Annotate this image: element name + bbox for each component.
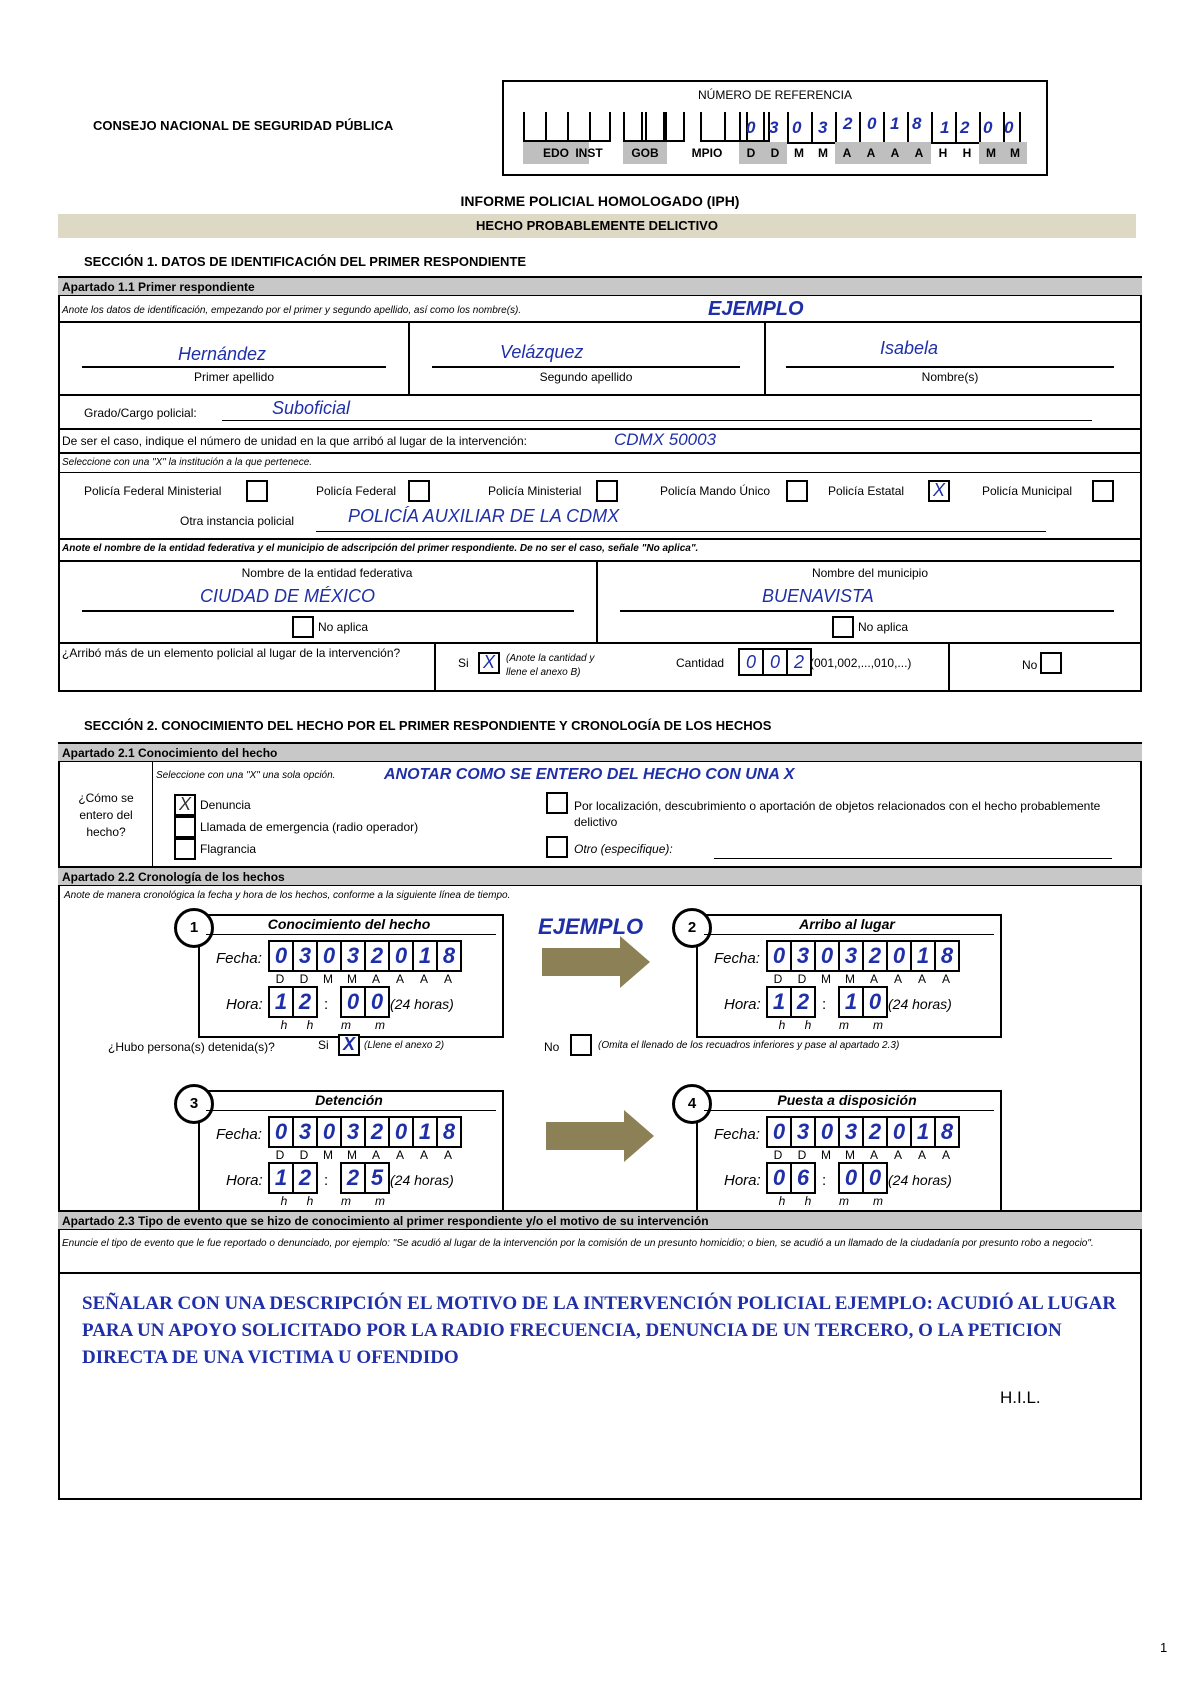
anote-cantidad: (Anote la cantidad y llene el anexo B): [506, 653, 595, 678]
minuto-digits-1[interactable]: [340, 986, 390, 1018]
arribo-question: ¿Arribó más de un elemento policial al lugar de la intervención?: [62, 646, 401, 660]
fecha-digit: 3: [792, 942, 816, 970]
apellido1-label: Primer apellido: [193, 370, 275, 384]
omita-label: (Omita el llenado de los recuadros inferiores y pase al apartado 2.3): [598, 1040, 900, 1051]
fecha-label-3: Fecha:: [216, 1126, 262, 1143]
hora-digit: 2: [298, 989, 312, 1014]
event-number-1: 1: [174, 908, 214, 948]
fecha-digit: 2: [864, 942, 888, 970]
section1-title: SECCIÓN 1. DATOS DE IDENTIFICACIÓN DEL PRIMER RESPONDIENTE: [84, 254, 527, 269]
apartado-2-1: Apartado 2.1 Conocimiento del hecho: [58, 742, 1142, 762]
fecha-digits-2[interactable]: [766, 940, 960, 972]
reference-digits: 0 3 0 3 2 0 1 8 1 2 0 0: [746, 114, 1014, 137]
fecha-digits-4[interactable]: [766, 1116, 960, 1148]
otra-label: Otra instancia policial: [180, 514, 295, 528]
fecha-digit: 0: [318, 1118, 342, 1146]
fecha-digit: 0: [816, 1118, 840, 1146]
event-title-2: Arribo al lugar: [799, 916, 895, 932]
instr-entidad: Anote el nombre de la entidad federativa y el municipio de adscripción del primer respondiente. De no ser el caso, señale "No aplica".: [62, 543, 699, 554]
fecha-digit: 3: [294, 942, 318, 970]
inst-label-2: Policía Ministerial: [488, 484, 582, 498]
otro-checkbox[interactable]: [546, 836, 568, 858]
hora-colon: :: [324, 1172, 329, 1189]
timeline-arrow-2: [546, 1110, 656, 1162]
entidad-value: CIUDAD DE MÉXICO: [200, 586, 376, 606]
apartado-1-1: Apartado 1.1 Primer respondiente: [58, 276, 1142, 296]
fecha-digit: 0: [888, 1118, 912, 1146]
minuto-digit: 0: [342, 988, 366, 1016]
fecha-digit: 0: [768, 942, 792, 970]
event-title-4: Puesta a disposición: [777, 1092, 917, 1108]
instr-evento: Enuncie el tipo de evento que le fue reportado o denunciado, por ejemplo: "Se acudió al lugar de la intervención por la comisión de un presunto homicidio; o bien, se acudió a un llamado de la ciudadanía por presunto robo a negocio".: [62, 1238, 1094, 1249]
descripcion-text[interactable]: SEÑALAR CON UNA DESCRIPCIÓN EL MOTIVO DE LA INTERVENCIÓN POLICIAL EJEMPLO: ACUDIÓ AL LUGAR PARA UN APOYO SOLICITADO POR LA RADIO FRECUENCIA, DENUNCIA DE UN TERCERO, O LA PETICION DIRECTA DE UNA VICTIMA U OFENDIDO: [82, 1293, 1117, 1368]
inst-checkbox-1[interactable]: [408, 480, 430, 502]
event-title-3: Detención: [315, 1092, 383, 1108]
ejemplo-label: EJEMPLO: [708, 298, 804, 320]
page-number: 1: [1160, 1640, 1168, 1655]
nombre-value: Isabela: [880, 338, 939, 358]
event-number-2: 2: [672, 908, 712, 948]
fecha-digit: 3: [792, 1118, 816, 1146]
localizacion-checkbox[interactable]: [546, 792, 568, 814]
option-flagrancia: Flagrancia: [200, 842, 257, 856]
fecha-digit: 0: [270, 1118, 294, 1146]
hora-digits-4[interactable]: [766, 1162, 816, 1194]
fecha-digit: 2: [366, 1118, 390, 1146]
fecha-digit: 2: [366, 942, 390, 970]
cantidad-format: (001,002,...,010,...): [810, 656, 912, 670]
hora-digit: 1: [270, 1164, 294, 1192]
fecha-digit: 0: [816, 942, 840, 970]
apellido2-label: Segundo apellido: [539, 370, 633, 384]
grado-value: Suboficial: [272, 398, 351, 418]
inst-checkbox-2[interactable]: [596, 480, 618, 502]
unidad-label: De ser el caso, indique el número de unidad en la que arribó al lugar de la intervención:: [62, 434, 527, 448]
minuto-digit: 0: [868, 989, 882, 1014]
entidad-no-aplica-checkbox[interactable]: [292, 616, 314, 638]
fecha-format-1: D D M M A A A A: [275, 972, 452, 986]
inst-label-1: Policía Federal: [316, 484, 397, 498]
inst-label-0: Policía Federal Ministerial: [84, 484, 222, 498]
inst-label-4: Policía Estatal: [828, 484, 905, 498]
cantidad-label: Cantidad: [676, 656, 725, 670]
inst-checkbox-0[interactable]: [246, 480, 268, 502]
minuto-digits-2[interactable]: [838, 986, 888, 1018]
fecha-digit: 8: [940, 1119, 954, 1144]
arribo-no-label: No: [1022, 658, 1038, 672]
detenida-question: ¿Hubo persona(s) detenida(s)?: [108, 1040, 275, 1054]
fecha-digit: 3: [342, 1118, 366, 1146]
inst-checkbox-5[interactable]: [1092, 480, 1114, 502]
form-subtitle: HECHO PROBABLEMENTE DELICTIVO: [58, 214, 1136, 238]
apartado-2-3: Apartado 2.3 Tipo de evento que se hizo de conocimiento al primer respondiente y/o el motivo de su intervención: [58, 1210, 1142, 1230]
inst-checkbox-4-mark: X: [932, 480, 945, 500]
apartado-2-2: Apartado 2.2 Cronología de los hechos: [58, 866, 1142, 886]
hora-digit: 1: [768, 988, 792, 1016]
hora-colon: :: [822, 996, 827, 1013]
llene-anexo: (Llene el anexo 2): [364, 1040, 445, 1051]
hora-label-3: Hora:: [226, 1172, 263, 1189]
hora-digit: 2: [796, 989, 810, 1014]
cantidad-digits[interactable]: 0 0 2: [738, 648, 812, 676]
section2-title: SECCIÓN 2. CONOCIMIENTO DEL HECHO POR EL PRIMER RESPONDIENTE Y CRONOLOGÍA DE LOS HECHOS: [84, 718, 772, 733]
detenida-si-label: Si: [318, 1038, 329, 1052]
fecha-digit: 8: [940, 943, 954, 968]
fecha-digit: 2: [864, 1118, 888, 1146]
municipio-no-aplica-checkbox[interactable]: [832, 616, 854, 638]
arribo-si-checkbox[interactable]: [478, 652, 500, 674]
municipio-no-aplica-label: No aplica: [858, 620, 909, 634]
hora-digit: 0: [768, 1164, 792, 1192]
hora-format-2: h h m m: [778, 1018, 883, 1032]
fecha-digit: 8: [442, 1119, 456, 1144]
denuncia-checkbox[interactable]: [174, 794, 196, 816]
option-denuncia: Denuncia: [200, 798, 251, 812]
detenida-no-label: No: [544, 1040, 560, 1054]
hora-label-2: Hora:: [724, 996, 761, 1013]
nombre-label: Nombre(s): [921, 370, 979, 384]
fecha-format-2: D D M M A A A A: [773, 972, 950, 986]
crono-ejemplo: EJEMPLO: [538, 914, 644, 939]
option-localizacion: Por localización, descubrimiento o aportación de objetos relacionados con el hecho probablemente delictivo: [574, 799, 1101, 829]
fecha-digit: 3: [840, 1118, 864, 1146]
municipio-value: BUENAVISTA: [762, 586, 874, 606]
hora-format-3: h h m m: [280, 1194, 385, 1208]
initials: H.I.L.: [1000, 1388, 1041, 1407]
flagrancia-checkbox[interactable]: [174, 838, 196, 860]
apellido2-value: Velázquez: [500, 342, 584, 362]
minuto-digit: 2: [342, 1164, 366, 1192]
option-otro: Otro (especifique):: [574, 842, 673, 856]
fecha-format-4: D D M M A A A A: [773, 1148, 950, 1162]
fecha-digits-3[interactable]: [268, 1116, 462, 1148]
denuncia-mark: X: [178, 794, 191, 814]
fecha-digit: 1: [414, 942, 438, 970]
fecha-format-3: D D M M A A A A: [275, 1148, 452, 1162]
event-number-4: 4: [672, 1084, 712, 1124]
municipio-label: Nombre del municipio: [811, 566, 929, 580]
org-name: CONSEJO NACIONAL DE SEGURIDAD PÚBLICA: [93, 118, 394, 133]
hora-colon: :: [822, 1172, 827, 1189]
timeline-arrow-1: [542, 936, 652, 988]
fecha-digit: 3: [840, 942, 864, 970]
arribo-no-checkbox[interactable]: [1040, 652, 1062, 674]
fecha-label-1: Fecha:: [216, 950, 262, 967]
reference-title: NÚMERO DE REFERENCIA: [697, 88, 852, 102]
hora-digit: 6: [796, 1165, 810, 1190]
instr-names: Anote los datos de identificación, empezando por el primer y segundo apellido, así como los nombre(s).: [62, 305, 522, 316]
unidad-value: CDMX 50003: [614, 430, 717, 449]
minuto-digits-4[interactable]: [838, 1162, 888, 1194]
instr-institucion: Seleccione con una "X" la institución a la que pertenece.: [62, 457, 313, 468]
fecha-label-4: Fecha:: [714, 1126, 760, 1143]
fecha-digit: 8: [442, 943, 456, 968]
fecha-digit: 0: [390, 942, 414, 970]
fecha-digit: 0: [318, 942, 342, 970]
fecha-digit: 1: [912, 942, 936, 970]
form-title: INFORME POLICIAL HOMOLOGADO (IPH): [460, 193, 740, 209]
minuto-digit: 0: [868, 1165, 882, 1190]
hora-digits-3[interactable]: [268, 1162, 318, 1194]
hora-digits-2[interactable]: [766, 986, 816, 1018]
inst-checkbox-4[interactable]: [928, 480, 950, 502]
fecha-digit: 0: [270, 942, 294, 970]
otra-value: POLICÍA AUXILIAR DE LA CDMX: [348, 506, 620, 526]
inst-label-5: Policía Municipal: [982, 484, 1073, 498]
anotar-label: ANOTAR COMO SE ENTERO DEL HECHO CON UNA X: [384, 766, 795, 783]
fecha-digit: 0: [888, 942, 912, 970]
horas24-label: (24 horas): [888, 1172, 952, 1188]
horas24-label: (24 horas): [390, 996, 454, 1012]
fecha-digit: 0: [390, 1118, 414, 1146]
horas24-label: (24 horas): [390, 1172, 454, 1188]
hora-digit: 1: [270, 988, 294, 1016]
hora-format-1: h h m m: [280, 1018, 385, 1032]
arribo-si-label: Si: [458, 656, 469, 670]
inst-label-3: Policía Mando Único: [660, 484, 771, 498]
hora-digits-1[interactable]: [268, 986, 318, 1018]
event-title-1: Conocimiento del hecho: [267, 916, 431, 932]
entidad-label: Nombre de la entidad federativa: [241, 566, 413, 580]
event-number-3: 3: [174, 1084, 214, 1124]
inst-checkbox-3[interactable]: [786, 480, 808, 502]
fecha-digit: 1: [414, 1118, 438, 1146]
fecha-digit: 3: [294, 1118, 318, 1146]
minuto-digit: 0: [840, 1164, 864, 1192]
hora-label-4: Hora:: [724, 1172, 761, 1189]
llamada-checkbox[interactable]: [174, 816, 196, 838]
instr-crono: Anote de manera cronológica la fecha y hora de los hechos, conforme a la siguiente línea de tiempo.: [64, 890, 511, 901]
hora-format-4: h h m m: [778, 1194, 883, 1208]
fecha-digit: 0: [768, 1118, 792, 1146]
fecha-digit: 1: [912, 1118, 936, 1146]
minuto-digit: 0: [370, 989, 384, 1014]
instr-opcion: Seleccione con una "X" una sola opción.: [156, 770, 336, 781]
reference-labels: EDO INST GOB MPIO: [523, 142, 1023, 164]
minuto-digit: 1: [840, 988, 864, 1016]
entidad-no-aplica-label: No aplica: [318, 620, 369, 634]
option-llamada: Llamada de emergencia (radio operador): [200, 820, 419, 834]
hora-digit: 2: [298, 1165, 312, 1190]
detenida-si-mark: X: [342, 1034, 355, 1054]
detenida-no-checkbox[interactable]: [570, 1034, 592, 1056]
minuto-digits-3[interactable]: [340, 1162, 390, 1194]
horas24-label: (24 horas): [888, 996, 952, 1012]
fecha-digits-1[interactable]: [268, 940, 462, 972]
arribo-si-mark: X: [482, 652, 495, 672]
grado-label: Grado/Cargo policial:: [84, 406, 197, 420]
como-question: ¿Cómo se entero del hecho?: [78, 791, 134, 839]
minuto-digit: 5: [370, 1165, 384, 1190]
fecha-label-2: Fecha:: [714, 950, 760, 967]
fecha-digit: 3: [342, 942, 366, 970]
hora-label-1: Hora:: [226, 996, 263, 1013]
apellido1-value: Hernández: [178, 344, 267, 364]
reference-date-labels: D D M M A A A A H H M M: [739, 142, 1027, 164]
hora-colon: :: [324, 996, 329, 1013]
detenida-si-checkbox[interactable]: [338, 1034, 360, 1056]
